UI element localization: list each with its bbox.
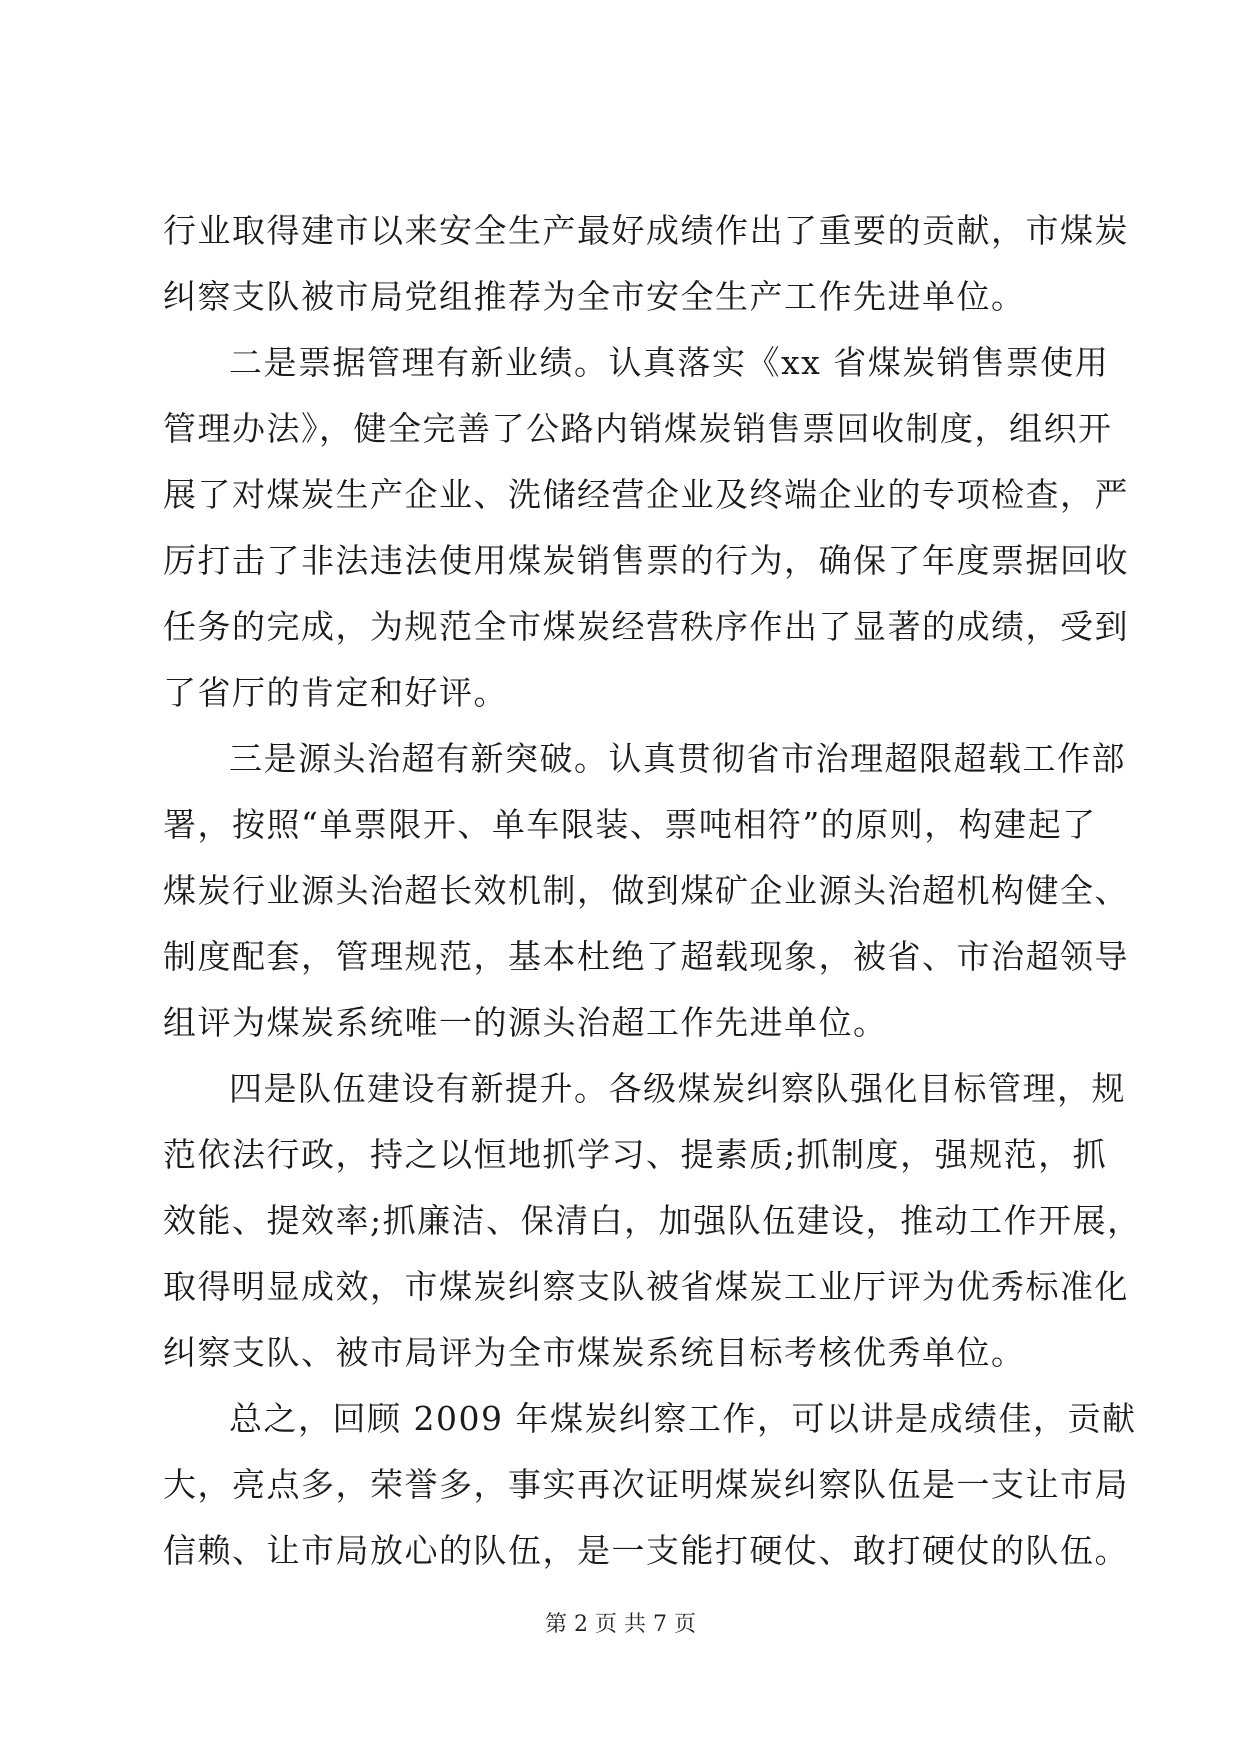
text-line: 信赖、让市局放心的队伍，是一支能打硬仗、敢打硬仗的队伍。: [163, 1531, 1129, 1570]
text-line: 制度配套，管理规范，基本杜绝了超载现象，被省、市治超领导: [163, 937, 1129, 976]
paragraph-summary: [163, 1386, 1137, 1584]
text-line: 煤炭行业源头治超长效机制，做到煤矿企业源头治超机构健全、: [163, 871, 1129, 910]
text-line: 取得明显成效，市煤炭纠察支队被省煤炭工业厅评为优秀标准化: [163, 1267, 1129, 1306]
text-line: 大，亮点多，荣誉多，事实再次证明煤炭纠察队伍是一支让市局: [163, 1465, 1129, 1504]
text-line: 行业取得建市以来安全生产最好成绩作出了重要的贡献，市煤炭: [163, 211, 1129, 250]
text-line: 组评为煤炭系统唯一的源头治超工作先进单位。: [163, 1003, 888, 1042]
text-line: 纠察支队、被市局评为全市煤炭系统目标考核优秀单位。: [163, 1333, 1026, 1372]
document-body: [163, 198, 1142, 1584]
text-line: 四是队伍建设有新提升。各级煤炭纠察队强化目标管理，规: [229, 1069, 1126, 1108]
text-line: 纠察支队被市局党组推荐为全市安全生产工作先进单位。: [163, 277, 1026, 316]
text-line: 二是票据管理有新业绩。认真落实《xx 省煤炭销售票使用: [229, 343, 1110, 382]
paragraph-team-building: [163, 1056, 1142, 1386]
text-line: 厉打击了非法违法使用煤炭销售票的行为，确保了年度票据回收: [163, 541, 1129, 580]
paragraph-continuation: [163, 198, 1129, 330]
text-line: 了省厅的肯定和好评。: [163, 673, 508, 712]
text-line: 任务的完成，为规范全市煤炭经营秩序作出了显著的成绩，受到: [163, 607, 1129, 646]
paragraph-ticket-management: [163, 330, 1129, 726]
text-line: 三是源头治超有新突破。认真贯彻省市治理超限超载工作部: [229, 739, 1126, 778]
page-number-footer: 第 2 页 共 7 页: [545, 1612, 696, 1637]
text-line: 展了对煤炭生产企业、洗储经营企业及终端企业的专项检查，严: [163, 475, 1129, 514]
paragraph-overload-control: [163, 726, 1129, 1056]
text-line: 总之，回顾 2009 年煤炭纠察工作，可以讲是成绩佳，贡献: [229, 1399, 1137, 1438]
text-line: 署，按照“单票限开、单车限装、票吨相符”的原则，构建起了: [163, 805, 1097, 844]
text-line: 管理办法》，健全完善了公路内销煤炭销售票回收制度，组织开: [163, 409, 1113, 448]
text-line: 效能、提效率;抓廉洁、保清白，加强队伍建设，推动工作开展，: [163, 1201, 1142, 1240]
text-line: 范依法行政，持之以恒地抓学习、提素质;抓制度，强规范，抓: [163, 1135, 1108, 1174]
